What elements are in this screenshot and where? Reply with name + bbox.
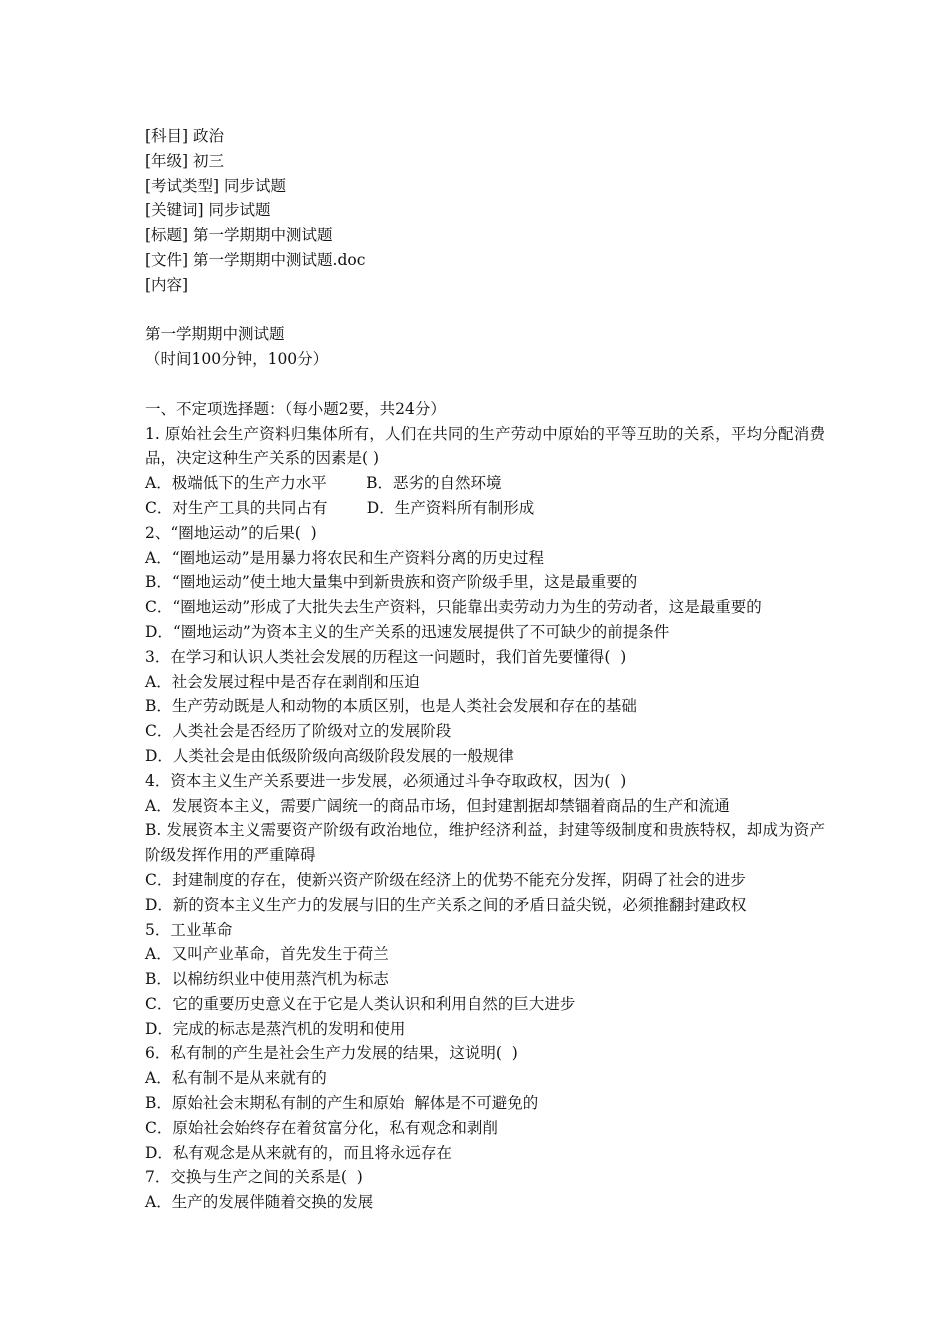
option-c: C．原始社会始终存在着贫富分化，私有观念和剥削 — [145, 1118, 498, 1137]
spacer — [145, 372, 825, 397]
meta-content — [145, 273, 825, 298]
meta-value: 同步试题 — [224, 176, 287, 195]
option-d: D．私有观念是从来就有的，而且将永远存在 — [145, 1143, 452, 1162]
document-page — [145, 124, 825, 1215]
spacer — [145, 298, 825, 323]
question-stem: 2、“圈地运动”的后果( ) — [145, 523, 317, 542]
question-stem: 7．交换与生产之间的关系是( ) — [145, 1168, 363, 1187]
question-2 — [145, 521, 825, 645]
option-b: B. 发展资本主义需要资产阶级有政治地位，维护经济利益，封建等级制度和贵族特权，却成为资产阶级发挥作用的严重障碍 — [145, 821, 825, 865]
meta-value: 第一学期期中测试题 — [193, 226, 333, 245]
option-a: A．社会发展过程中是否存在剥削和压迫 — [145, 672, 420, 691]
meta-value: 政治 — [193, 127, 225, 145]
option-b: B．以棉纺织业中使用蒸汽机为标志 — [145, 970, 389, 989]
meta-label: [考试类型] — [145, 176, 220, 195]
question-3 — [145, 645, 825, 769]
meta-value: 第一学期期中测试题.doc — [193, 250, 366, 269]
option-c: C．人类社会是否经历了阶级对立的发展阶段 — [145, 722, 452, 741]
option-c: C．“圈地运动”形成了大批失去生产资料，只能靠出卖劳动力为生的劳动者，这是最重要的 — [145, 598, 762, 617]
option-d: D．新的资本主义生产力的发展与旧的生产关系之间的矛盾日益尖锐，必须推翻封建政权 — [145, 895, 747, 914]
question-6 — [145, 1041, 825, 1165]
question-stem: 3．在学习和认识人类社会发展的历程这一问题时，我们首先要懂得( ) — [145, 647, 627, 666]
option-b: B．“圈地运动”使土地大量集中到新贵族和资产阶级手里，这是最重要的 — [145, 573, 638, 592]
meta-grade — [145, 149, 825, 174]
question-5 — [145, 918, 825, 1042]
option-a: A．私有制不是从来就有的 — [145, 1069, 327, 1088]
meta-value: 初三 — [193, 151, 225, 170]
question-stem: 1. 原始社会生产资料归集体所有，人们在共同的生产劳动中原始的平等互助的关系，平均分配消费品，决定这种生产关系的因素是( ) — [145, 424, 825, 468]
question-7 — [145, 1165, 825, 1215]
question-options-ab: A．极端低下的生产力水平 B．恶劣的自然环境 — [145, 474, 502, 493]
section-heading: 一、不定项选择题：（每小题2要，共24分） — [145, 399, 446, 418]
meta-label: [文件] — [145, 250, 189, 269]
meta-keywords — [145, 198, 825, 223]
meta-subject — [145, 124, 825, 149]
option-d: D．“圈地运动”为资本主义的生产关系的迅速发展提供了不可缺少的前提条件 — [145, 622, 670, 641]
question-4 — [145, 769, 825, 918]
option-a: A．发展资本主义，需要广阔统一的商品市场，但封建割据却禁锢着商品的生产和流通 — [145, 796, 730, 815]
question-1 — [145, 422, 825, 521]
option-c: C．封建制度的存在，使新兴资产阶级在经济上的优势不能充分发挥，阴碍了社会的进步 — [145, 870, 746, 889]
document-title: 第一学期期中测试题 — [145, 325, 285, 344]
option-a: A．“圈地运动”是用暴力将农民和生产资料分离的历史过程 — [145, 548, 545, 567]
question-options-cd: C．对生产工具的共同占有 D．生产资料所有制形成 — [145, 498, 535, 517]
meta-value: 同步试题 — [208, 201, 271, 220]
option-d: D．完成的标志是蒸汽机的发明和使用 — [145, 1019, 406, 1038]
meta-label: [科目] — [145, 127, 189, 145]
question-stem: 4．资本主义生产关系要进一步发展，必须通过斗争夺取政权，因为( ) — [145, 771, 627, 790]
option-a: A．生产的发展伴随着交换的发展 — [145, 1193, 374, 1212]
option-a: A．又叫产业革命，首先发生于荷兰 — [145, 945, 389, 964]
question-stem: 5．工业革命 — [145, 920, 233, 939]
document-subtitle: （时间100分钟，100分） — [145, 350, 329, 369]
meta-label: [关键词] — [145, 201, 204, 220]
option-d: D．人类社会是由低级阶级向高级阶段发展的一般规律 — [145, 746, 514, 765]
option-b: B．原始社会末期私有制的产生和原始 解体是不可避免的 — [145, 1094, 539, 1113]
meta-label: [标题] — [145, 226, 189, 245]
meta-exam-type — [145, 174, 825, 199]
option-c: C．它的重要历史意义在于它是人类认识和利用自然的巨大进步 — [145, 994, 576, 1013]
question-stem: 6．私有制的产生是社会生产力发展的结果，这说明( ) — [145, 1044, 518, 1063]
meta-label: [内容] — [145, 275, 189, 294]
meta-file — [145, 248, 825, 273]
meta-block — [145, 124, 825, 298]
option-b: B．生产劳动既是人和动物的本质区别，也是人类社会发展和存在的基础 — [145, 697, 637, 716]
meta-title — [145, 223, 825, 248]
meta-label: [年级] — [145, 151, 189, 170]
